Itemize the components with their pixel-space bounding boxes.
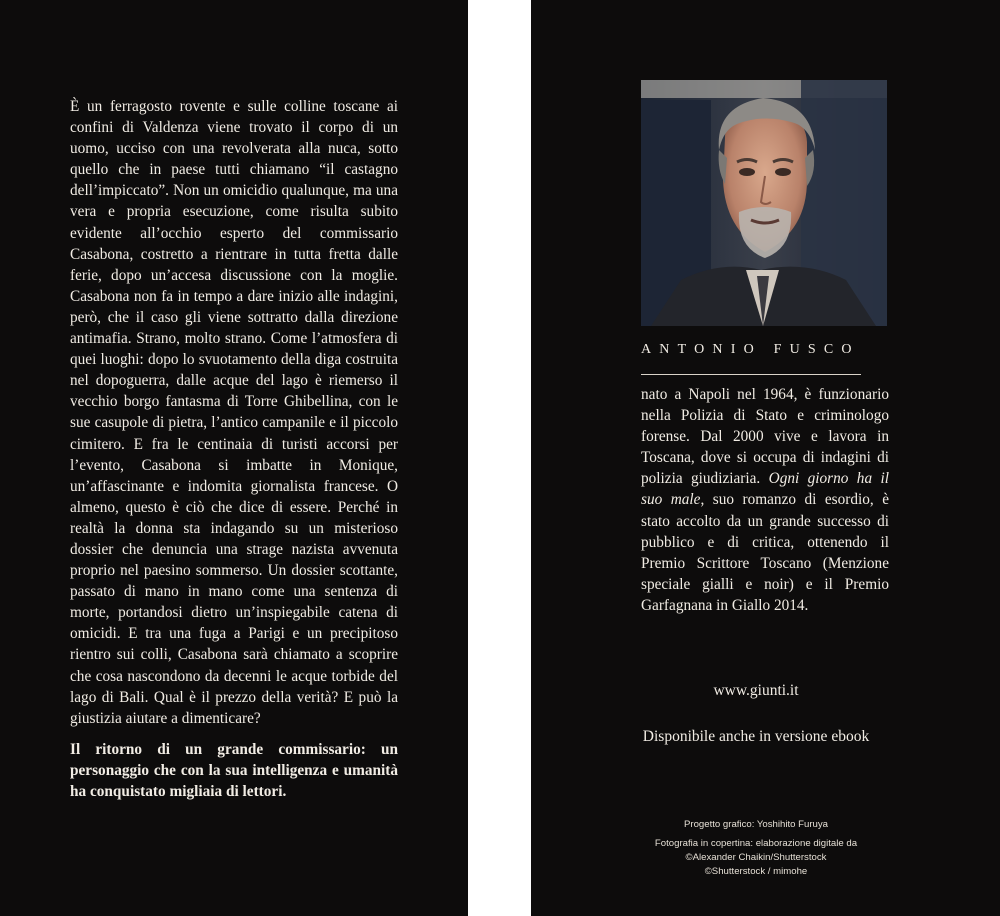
synopsis-text: [70, 96, 398, 729]
author-photo: [641, 80, 887, 326]
spine-gap: [468, 0, 531, 916]
right-flap: [531, 0, 1000, 916]
author-bio: [641, 384, 889, 616]
credit-photo-line1: Fotografia in copertina: elaborazione digitale da: [654, 838, 858, 849]
ebook-note: Disponibile anche in versione ebook: [642, 728, 870, 745]
author-portrait-image: [641, 80, 887, 326]
bio-book-title: Ogni giorno ha il suo male: [641, 470, 889, 509]
bio-text-part1: nato a Napoli nel 1964, è funzionario nella Polizia di Stato e criminologo forense. Dal 2000 vive e lavora in Toscana, dove si occupa di indagini di polizia giudiziaria.: [641, 386, 889, 488]
publisher-website: www.giunti.it: [713, 682, 799, 699]
credit-photo-line3: ©Shutterstock / mimohe: [704, 866, 808, 877]
synopsis-paragraph: È un ferragosto rovente e sulle colline toscane ai confini di Valdenza viene trovato il corpo di un uomo, ucciso con una revolverata alla nuca, sotto quello che in paese tutti chiamano “il castagno dell’impiccato”. Non un omicidio qualunque, ma una vera e propria esecuzione, come risulta subito evidente all’occhio esperto del commissario Casabona, costretto a rientrare in tutta fretta dalle ferie, dopo un’accesa discussione con la moglie. Casabona non fa in tempo a dare inizio alle indagini, però, che il caso gli viene sottratto dalla direzione antimafia. Strano, molto strano. Come l’atmosfera di quei luoghi: dopo lo svuotamento della diga costruita nel dopoguerra, dalle acque del lago è riemerso il vecchio borgo fantasma di Torre Ghibellina, con le sue casupole di pietra, l’antico campanile e il piccolo cimitero. E fra le centinaia di turisti accorsi per l’evento, Casabona si imbatte in Monique, un’affascinante e indomita giornalista francese. O almeno, questo è ciò che dice di essere. Perché in realtà la donna sta indagando su un misterioso dossier che denuncia una strage nazista avvenuta proprio nel paesino sommerso. Un dossier scottante, passato di mano in mano come una sentenza di morte, portandosi dietro un’inspiegabile catena di omicidi. E tra una fuga a Parigi e un precipitoso rientro sui colli, Casabona sarà chiamato a scoprire che cosa nascondono da decenni le acque torbide del lago di Bali. Qual è il prezzo della verità? E può la giustizia aiutare a dimenticare?: [70, 98, 398, 727]
author-name: ANTONIO FUSCO: [641, 342, 860, 357]
credits-block: [531, 818, 981, 879]
tagline-text: Il ritorno di un grande commissario: un personaggio che con la sua intelligenza e umanità ha conquistato migliaia di lettori.: [70, 741, 398, 801]
credit-design: Progetto grafico: Yoshihito Furuya: [684, 819, 828, 830]
bio-text-part2: , suo romanzo di esordio, è stato accolto da un grande successo di pubblico e di critica, ottenendo il Premio Scrittore Toscano (Menzione speciale gialli e noir) e il Premio Garfagnana in Giallo 2014.: [641, 491, 889, 614]
credit-photo-line2: ©Alexander Chaikin/Shutterstock: [685, 852, 827, 863]
divider-line: [641, 374, 861, 375]
left-flap: [0, 0, 468, 916]
